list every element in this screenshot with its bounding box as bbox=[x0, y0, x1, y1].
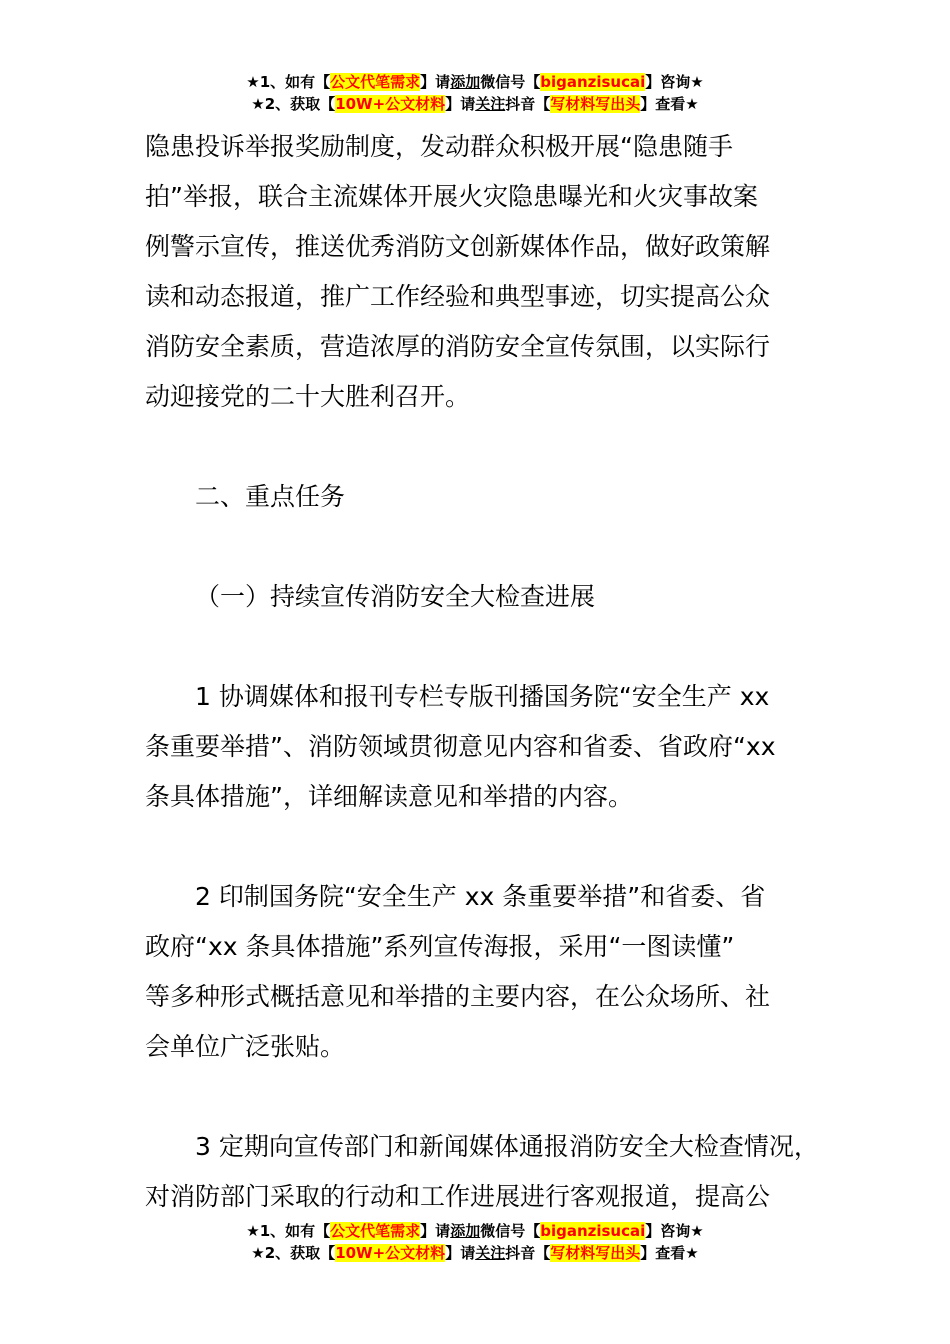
text-line: 等多种形式概括意见和举措的主要内容，在公众场所、社 bbox=[145, 982, 771, 1011]
footer-promo-banner bbox=[0, 1221, 950, 1265]
text-line: 会单位广泛张贴。 bbox=[145, 1032, 346, 1061]
promo-text: 】请 bbox=[420, 1222, 451, 1240]
promo-highlight: biganzisucai bbox=[540, 1222, 646, 1240]
promo-text: 】查看★ bbox=[640, 1244, 699, 1262]
promo-text: ★2、获取【 bbox=[251, 95, 336, 113]
text-line: 对消防部门采取的行动和工作进展进行客观报道，提高公 bbox=[145, 1182, 771, 1211]
text-line: 动迎接党的二十大胜利召开。 bbox=[145, 382, 471, 411]
text-line: 政府“xx 条具体措施”系列宣传海报，采用“一图读懂” bbox=[145, 932, 735, 961]
spacer bbox=[145, 422, 835, 472]
spacer bbox=[145, 822, 835, 872]
promo-text: ★1、如有【 bbox=[246, 73, 331, 91]
text-line: 例警示宣传，推送优秀消防文创新媒体作品，做好政策解 bbox=[145, 232, 771, 261]
promo-highlight: biganzisucai bbox=[540, 73, 646, 91]
promo-text: 抖音【 bbox=[505, 1244, 551, 1262]
promo-text: 】咨询★ bbox=[645, 1222, 704, 1240]
promo-line-2 bbox=[0, 94, 950, 116]
promo-text: ★2、获取【 bbox=[251, 1244, 336, 1262]
spacer bbox=[145, 522, 835, 572]
text-line: 隐患投诉举报奖励制度，发动群众积极开展“隐患随手 bbox=[145, 132, 733, 161]
text-line: 读和动态报道，推广工作经验和典型事迹，切实提高公众 bbox=[145, 282, 771, 311]
promo-text: 】查看★ bbox=[640, 95, 699, 113]
item-2-paragraph bbox=[145, 872, 835, 1072]
spacer bbox=[145, 622, 835, 672]
promo-underlined: 添加 bbox=[450, 1222, 481, 1240]
spacer bbox=[145, 1072, 835, 1122]
section-heading: 二、重点任务 bbox=[195, 482, 346, 511]
text-line: 条重要举措”、消防领域贯彻意见内容和省委、省政府“xx bbox=[145, 732, 776, 761]
text-line: 1 协调媒体和报刊专栏专版刊播国务院“安全生产 xx bbox=[195, 682, 770, 711]
promo-text: 】请 bbox=[445, 95, 476, 113]
promo-text: 】咨询★ bbox=[645, 73, 704, 91]
promo-text: 】请 bbox=[420, 73, 451, 91]
item-3-paragraph bbox=[145, 1122, 835, 1222]
promo-highlight: 公文代笔需求 bbox=[330, 73, 421, 91]
document-body bbox=[145, 122, 835, 1222]
subsection-heading: （一）持续宣传消防安全大检查进展 bbox=[195, 582, 596, 611]
promo-text: 微信号【 bbox=[480, 1222, 541, 1240]
promo-highlight: 写材料写出头 bbox=[550, 1244, 641, 1262]
promo-highlight: 10W+公文材料 bbox=[335, 95, 446, 113]
promo-text: 抖音【 bbox=[505, 95, 551, 113]
promo-text: ★1、如有【 bbox=[246, 1222, 331, 1240]
promo-underlined: 关注 bbox=[475, 95, 506, 113]
text-line: 拍”举报，联合主流媒体开展火灾隐患曝光和火灾事故案 bbox=[145, 182, 758, 211]
promo-underlined: 添加 bbox=[450, 73, 481, 91]
promo-underlined: 关注 bbox=[475, 1244, 506, 1262]
promo-text: 微信号【 bbox=[480, 73, 541, 91]
promo-highlight: 公文代笔需求 bbox=[330, 1222, 421, 1240]
header-promo-banner bbox=[0, 72, 950, 116]
promo-line-1 bbox=[0, 72, 950, 94]
promo-text: 】请 bbox=[445, 1244, 476, 1262]
text-line: 消防安全素质，营造浓厚的消防安全宣传氛围，以实际行 bbox=[145, 332, 771, 361]
item-1-paragraph bbox=[145, 672, 835, 822]
promo-highlight: 写材料写出头 bbox=[550, 95, 641, 113]
intro-paragraph bbox=[145, 122, 835, 422]
text-line: 3 定期向宣传部门和新闻媒体通报消防安全大检查情况， bbox=[195, 1132, 819, 1161]
promo-line-2 bbox=[0, 1243, 950, 1265]
promo-line-1 bbox=[0, 1221, 950, 1243]
text-line: 条具体措施”，详细解读意见和举措的内容。 bbox=[145, 782, 633, 811]
promo-highlight: 10W+公文材料 bbox=[335, 1244, 446, 1262]
text-line: 2 印制国务院“安全生产 xx 条重要举措”和省委、省 bbox=[195, 882, 766, 911]
